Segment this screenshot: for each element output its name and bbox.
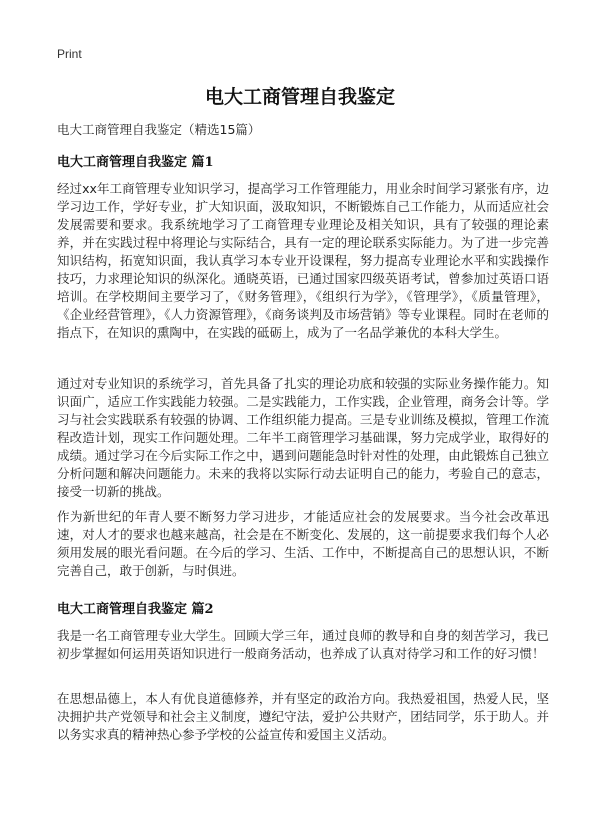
section-heading-1: 电大工商管理自我鉴定 篇1 xyxy=(57,155,214,170)
section-2-paragraph-2: 在思想品德上，本人有优良道德修养，并有坚定的政治方向。我热爱祖国，热爱人民，坚决拥护共产党领导和社会主义制度，遵纪守法，爱护公共财产，团结同学，乐于助人。并以务实求真的精神热心参予学校的公益宣传和爱国主义活动。 xyxy=(57,691,549,742)
section-2-paragraph-1: 我是一名工商管理专业大学生。回顾大学三年，通过良师的教导和自身的刻苦学习，我已初步掌握如何运用英语知识进行一般商务活动，也养成了认真对待学习和工作的好习惯！ xyxy=(57,628,549,661)
section-heading-2: 电大工商管理自我鉴定 篇2 xyxy=(57,602,214,617)
print-link[interactable]: Print xyxy=(57,47,82,61)
document-subtitle: 电大工商管理自我鉴定（精选15篇） xyxy=(57,122,261,137)
document-title: 电大工商管理自我鉴定 xyxy=(204,86,395,108)
section-1-paragraph-2: 通过对专业知识的系统学习，首先具备了扎实的理论功底和较强的实际业务操作能力。知识面广，适应工作实践能力较强。二是实践能力，工作实践，企业管理，商务会计等。学习与社会实践联系有较强的协调、工作组织能力提高。三是专业训练及模拟，管理工作流程改造计划，现实工作问题处理。二年半工商管理学习基础课，努力完成学业，取得好的成绩。通过学习在今后实际工作之中，遇到问题能急时针对性的处理，由此锻炼自己独立分析问题和解决问题能力。未来的我将以实际行动去证明自己的能力，考验自己的意志，接受一切新的挑战。 xyxy=(57,376,549,499)
section-1-paragraph-1: 经过xx年工商管理专业知识学习，提高学习工作管理能力，用业余时间学习紧张有序，边学习边工作，学好专业，扩大知识面，汲取知识，不断锻炼自己工作能力，从而适应社会发展需要和要求。我系统地学习了工商管理专业理论及相关知识，具有了较强的理论素养，并在实践过程中将理论与实际结合，具有一定的理论联系实际能力。为了进一步完善知识结构，拓宽知识面，我认真学习本专业开设课程，努力提高专业理论水平和实践操作技巧，力求理论知识的纵深化。通晓英语，已通过国家四级英语考试，曾参加过英语口语培训。在学校期间主要学习了，《财务管理》，《组织行为学》，《管理学》，《质量管理》，《企业经营管理》，《人力资源管理》，《商务谈判及市场营销》等专业课程。同时在老师的指点下，在知识的熏陶中，在实践的砥砺上，成为了一名品学兼优的本科大学生。 xyxy=(57,181,549,340)
section-1-paragraph-3: 作为新世纪的年青人要不断努力学习进步，才能适应社会的发展要求。当今社会改革迅速，对人才的要求也越来越高，社会是在不断变化、发展的，这一前提要求我们每个人必须用发展的眼光看问题。在今后的学习、生活、工作中，不断提高自己的思想认识，不断完善自己，敢于创新，与时俱进。 xyxy=(57,509,549,578)
